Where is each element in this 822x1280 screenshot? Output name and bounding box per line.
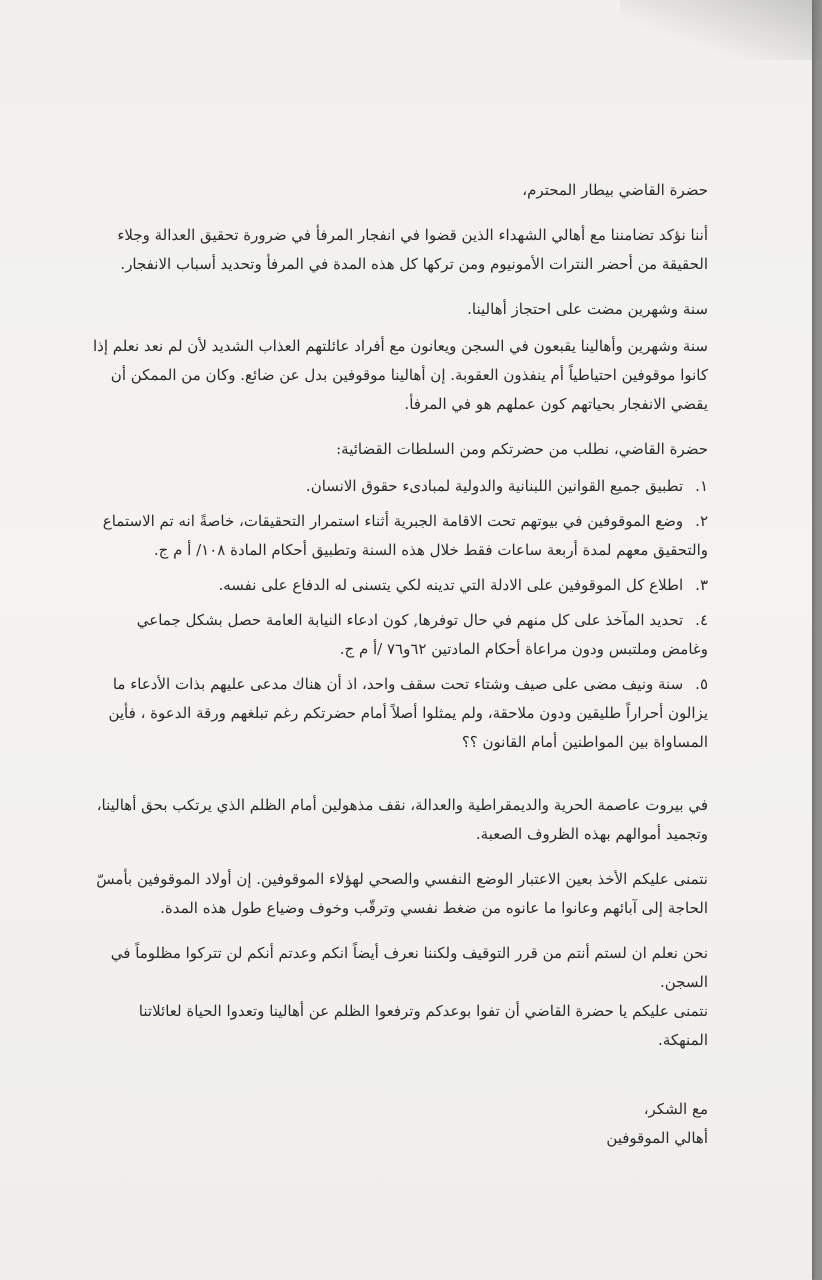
demands-list [88,472,708,757]
demand-item [88,571,708,600]
paragraph-promise: نحن نعلم ان لستم أنتم من قرر التوقيف ولكننا نعرف أيضاً انكم وعدتم أنكم لن تتركوا مظلوماً في السجن. [110,944,708,991]
demands-intro: حضرة القاضي، نطلب من حضرتكم ومن السلطات القضائية: [336,440,708,458]
paragraph-beirut: في بيروت عاصمة الحرية والديمقراطية والعدالة، نقف مذهولين أمام الظلم الذي يرتكب بحق أهالينا، وتجميد أموالهم بهذه الظروف الصعبة. [96,796,708,843]
paragraph-psychological: نتمنى عليكم الأخذ بعين الاعتبار الوضع النفسي والصحي لهؤلاء الموقوفين. إن أولاد الموقوفين بأمسّ الحاجة إلى آبائهم وعانوا ما عانوه من ضغط نفسي وترقّب وخوف وضياع طول هذه المدة. [96,870,708,917]
demand-text: وضع الموقوفين في بيوتهم تحت الاقامة الجبرية أثناء استمرار التحقيقات، خاصةً انه تم الاستماع والتحقيق معهم لمدة أربعة ساعات فقط خلال هذه السنة وتطبيق أحكام المادة ١٠٨/ أ م ج. [102,512,708,559]
demand-text: سنة ونيف مضى على صيف وشتاء تحت سقف واحد، اذ أن هناك مدعى عليهم بذات الأدعاء ما يزالون أحراراً طليقين ودون ملاحقة، ولم يمثلوا أصلاً أمام حضرتكم رغم تبلغهم ورقة الدعوة ، فأين المساواة بين المواطنين أمام القانون ؟؟ [108,675,708,751]
demand-number: ١. [695,477,708,495]
demand-item [88,507,708,565]
demand-text: تحديد المآخذ على كل منهم في حال توفرها, كون ادعاء النيابة العامة حصل بشكل جماعي وغامض وملتبس ودون مراعاة أحكام المادتين ٦٢و٧٦ /أ م ج. [136,611,708,658]
demand-item [88,670,708,757]
fold-shadow [620,0,820,60]
paragraph-solidarity: أننا نؤكد تضامننا مع أهالي الشهداء الذين قضوا في انفجار المرفأ في ضرورة تحقيق العدالة وجلاء الحقيقة من أحضر النترات الأمونيوم ومن تركها كل هذه المدة في المرفأ وتحديد أسباب الانفجار. [117,226,708,273]
letter-body [88,176,708,1153]
demand-item [88,606,708,664]
demand-number: ٥. [695,675,708,693]
paragraph-suffering: سنة وشهرين وأهالينا يقبعون في السجن ويعانون مع أفراد عائلتهم العذاب الشديد لأن لم نعد نعلم إذا كانوا موقوفين احتياطياً أم ينفذون العقوبة. إن أهالينا موقوفين بدل عن ضائع. وكان من الممكن أن يقضي الانفجار بحياتهم كون عملهم هو في المرفأ. [93,337,708,413]
demand-number: ٢. [695,512,708,530]
demand-number: ٤. [695,611,708,629]
salutation: حضرة القاضي بيطار المحترم، [522,181,708,199]
paragraph-detention-duration: سنة وشهرين مضت على احتجاز أهالينا. [467,300,708,318]
signature: أهالي الموقوفين [606,1129,708,1147]
demand-item [88,472,708,501]
demand-text: اطلاع كل الموقوفين على الادلة التي تدينه لكي يتسنى له الدفاع على نفسه. [218,576,684,594]
closing: مع الشكر، [643,1100,708,1118]
paragraph-request: نتمنى عليكم يا حضرة القاضي أن تفوا بوعدكم وترفعوا الظلم عن أهالينا وتعدوا الحياة لعائلاتنا المنهكة. [138,1002,708,1049]
demand-text: تطبيق جميع القوانين اللبنانية والدولية لمبادىء حقوق الانسان. [305,477,684,495]
demand-number: ٣. [695,576,708,594]
